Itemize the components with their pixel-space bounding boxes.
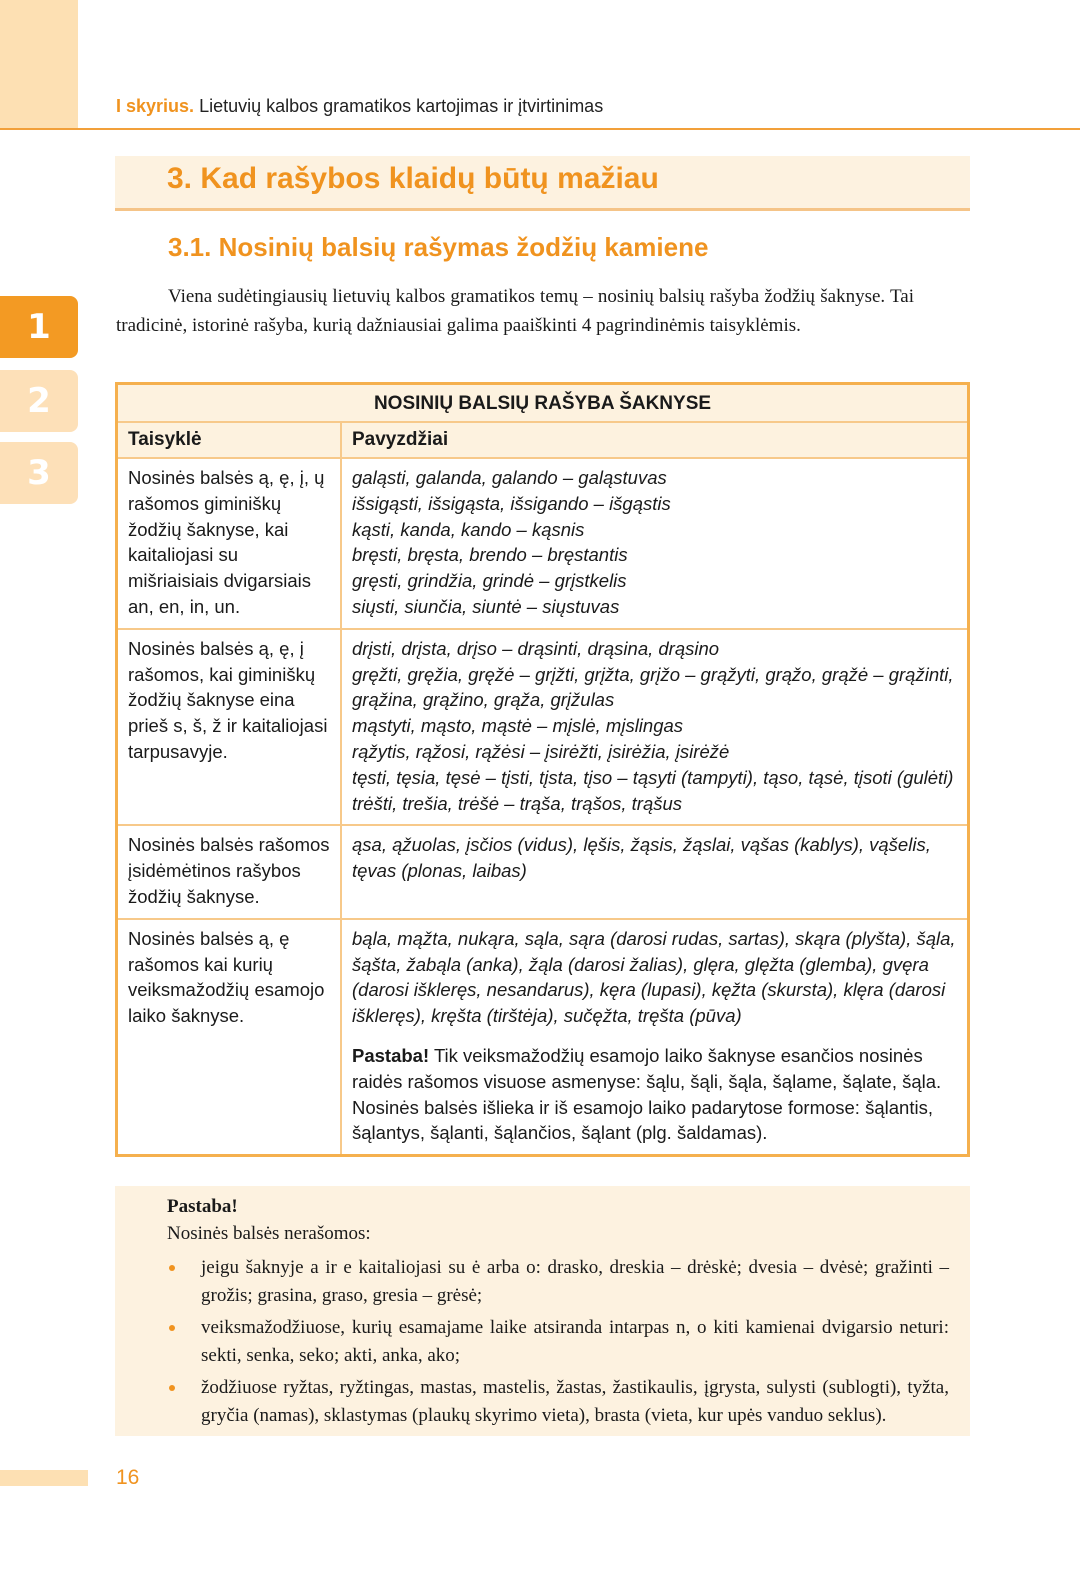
- note-intro: Nosinės balsės nerašomos:: [167, 1223, 371, 1244]
- examples-cell: [341, 458, 969, 629]
- example-line: rąžytis, rąžosi, rąžėsi – įsirėžti, įsirėžia, įsirėžė: [352, 740, 730, 762]
- examples-cell: [341, 825, 969, 918]
- chapter-label: I skyrius.: [116, 96, 195, 116]
- rule-cell: Nosinės balsės ą, ę, į, ų rašomos giminiškų žodžių šaknyse, kai kaitaliojasi su mišriaisiais dvigarsiais an, en, in, un.: [117, 458, 342, 629]
- rule-cell: Nosinės balsės ą, ę rašomos kai kurių veiksmažodžių esamojo laiko šaknyse.: [117, 919, 342, 1156]
- example-line: bąla, mąžta, nukąra, sąla, sąra (darosi rudas, sartas), skąra (plyšta), šąla, šąšta, žabąla (anka), žąla (darosi žalias), glęra, glęžta (glemba), gvęra (darosi iškleręs, nesandarus), kęra (lupasi), kęžta (skursta), klęra (darosi iškleręs), kręšta (tirštėja), sučęžta, tręšta (pūva): [352, 927, 956, 1027]
- example-line: gręsti, grindžia, grindė – grįstkelis: [352, 570, 627, 592]
- table-row: [117, 825, 969, 918]
- rule-cell: Nosinės balsės ą, ę, į rašomos, kai giminiškų žodžių šaknyse eina prieš s, š, ž ir kaitaliojasi tarpusavyje.: [117, 629, 342, 826]
- example-line: gręžti, gręžia, gręžė – grįžti, grįžta, grįžo – grąžyti, grąžo, grąžė – grąžinti, grąžina, grąžino, grąža, grįžulas: [352, 663, 954, 711]
- examples-cell: [341, 629, 969, 826]
- table-note: [352, 1043, 957, 1146]
- page-number: 16: [116, 1466, 140, 1489]
- top-decor-band: [0, 0, 78, 130]
- table-title: NOSINIŲ BALSIŲ RAŠYBA ŠAKNYSE: [117, 384, 969, 423]
- list-item: veiksmažodžiuose, kurių esamajame laike atsiranda intarpas n, o kiti kamienai dvigarsio neturi: sekti, senka, seko; akti, anka, ako;: [167, 1314, 949, 1370]
- note-list: [167, 1254, 949, 1434]
- example-line: trėšti, trešia, trėšė – trąša, trąšos, trąšus: [352, 792, 683, 814]
- chapter-title: Lietuvių kalbos gramatikos kartojimas ir įtvirtinimas: [199, 96, 604, 116]
- example-line: bręsti, bręsta, brendo – bręstantis: [352, 544, 628, 566]
- example-line: siųsti, siunčia, siuntė – siųstuvas: [352, 595, 620, 617]
- col-header-examples: Pavyzdžiai: [341, 422, 969, 458]
- table-note-text: Tik veiksmažodžių esamojo laiko šaknyse esančios nosinės raidės rašomos visuose asmenyse: šąlu, šąli, šąla, šąlame, šąlate, šąla. Nosinės balsės išlieka ir iš esamojo laiko padarytose formose: šąlantis, šąlantys, šąlanti, šąlančios, šąlant (plg. šaldamas).: [352, 1044, 942, 1144]
- footer-decor-bar: [0, 1470, 88, 1486]
- header-rule: [0, 128, 1080, 130]
- chapter-tab-1[interactable]: 1: [0, 296, 78, 358]
- example-line: tęsti, tęsia, tęsė – tįsti, tįsta, tįso – tąsyti (tampyti), tąso, tąsė, tįsoti (gulėti): [352, 766, 954, 788]
- col-header-rule: Taisyklė: [117, 422, 342, 458]
- example-line: galąsti, galanda, galando – galąstuvas: [352, 467, 667, 488]
- table-note-label: Pastaba!: [352, 1044, 430, 1066]
- table-row: [117, 629, 969, 826]
- note-title: Pastaba!: [167, 1196, 238, 1217]
- section-title-box: [115, 156, 970, 211]
- rule-cell: Nosinės balsės rašomos įsidėmėtinos rašybos žodžių šaknyse.: [117, 825, 342, 918]
- section-title: 3. Kad rašybos klaidų būtų mažiau: [167, 162, 659, 195]
- chapter-tab-2[interactable]: 2: [0, 370, 78, 432]
- list-item: žodžiuose ryžtas, ryžtingas, mastas, mastelis, žastas, žastikaulis, įgrysta, sulysti (sublogti), tyžta, gryčia (namas), sklastymas (plaukų skyrimo vieta), brasta (vieta, kur upės vanduo seklus).: [167, 1374, 949, 1430]
- table-row: [117, 458, 969, 629]
- example-line: kąsti, kanda, kando – kąsnis: [352, 518, 585, 540]
- examples-cell: [341, 919, 969, 1156]
- example-line: drįsti, drįsta, drįso – drąsinti, drąsina, drąsino: [352, 637, 720, 659]
- intro-paragraph: Viena sudėtingiausių lietuvių kalbos gramatikos temų – nosinių balsių rašyba žodžių šaknyse. Tai tradicinė, istorinė rašyba, kurią dažniausiai galima paaiškinti 4 pagrindinėmis taisyklėmis.: [116, 286, 914, 336]
- note-box: [115, 1186, 970, 1436]
- list-item: jeigu šaknyje a ir e kaitaliojasi su ė arba o: drasko, dreskia – drėskė; dvesia – dvėsė; gražinti – grožis; grasina, graso, gresia – grėsė;: [167, 1254, 949, 1310]
- example-line: mąstyti, mąsto, mąstė – mįslė, mįslingas: [352, 715, 684, 737]
- chapter-tab-3[interactable]: 3: [0, 442, 78, 504]
- subsection-title: 3.1. Nosinių balsių rašymas žodžių kamiene: [168, 232, 709, 262]
- example-line: ąsa, ąžuolas, įsčios (vidus), lęšis, žąsis, žąslai, vąšas (kablys), vąšelis, tęvas (plonas, laibas): [352, 834, 931, 882]
- running-header: [116, 96, 603, 117]
- rules-table: [115, 382, 970, 1157]
- table-row: [117, 919, 969, 1156]
- example-line: išsigąsti, išsigąsta, išsigando – išgąstis: [352, 492, 671, 514]
